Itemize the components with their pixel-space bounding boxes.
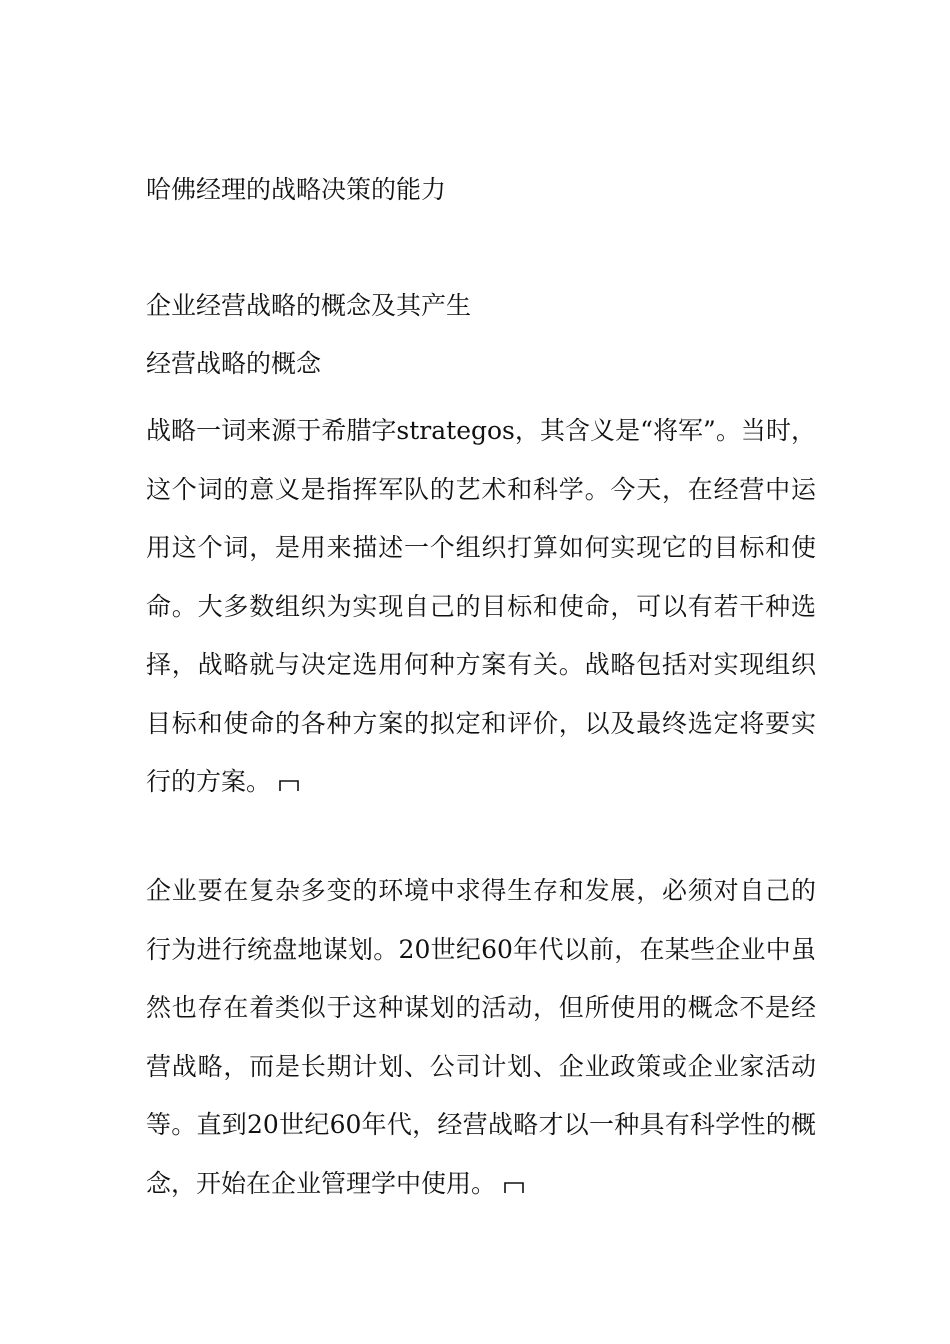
paragraph-end-mark-icon <box>279 778 299 792</box>
paragraph-2 <box>146 862 816 1213</box>
paragraph-1-text: 战略一词来源于希腊字strategos，其含义是“将军”。当时，这个词的意义是指挥军队的艺术和科学。今天，在经营中运用这个词，是用来描述一个组织打算如何实现它的目标和使命。大多数组织为实现自己的目标和使命，可以有若干种选择，战略就与决定选用何种方案有关。战略包括对实现组织目标和使命的各种方案的拟定和评价，以及最终选定将要实行的方案。 <box>146 416 816 796</box>
document-title: 哈佛经理的战略决策的能力 <box>146 175 447 204</box>
paragraph-2-text: 企业要在复杂多变的环境中求得生存和发展，必须对自己的行为进行统盘地谋划。20世纪60年代以前，在某些企业中虽然也存在着类似于这种谋划的活动，但所使用的概念不是经营战略，而是长期计划、公司计划、企业政策或企业家活动等。直到20世纪60年代，经营战略才以一种具有科学性的概念，开始在企业管理学中使用。 <box>146 876 816 1198</box>
section-heading: 企业经营战略的概念及其产生 <box>146 291 472 320</box>
paragraph-end-mark-icon <box>504 1180 524 1194</box>
subsection-heading: 经营战略的概念 <box>146 349 322 378</box>
paragraph-1 <box>146 402 816 812</box>
